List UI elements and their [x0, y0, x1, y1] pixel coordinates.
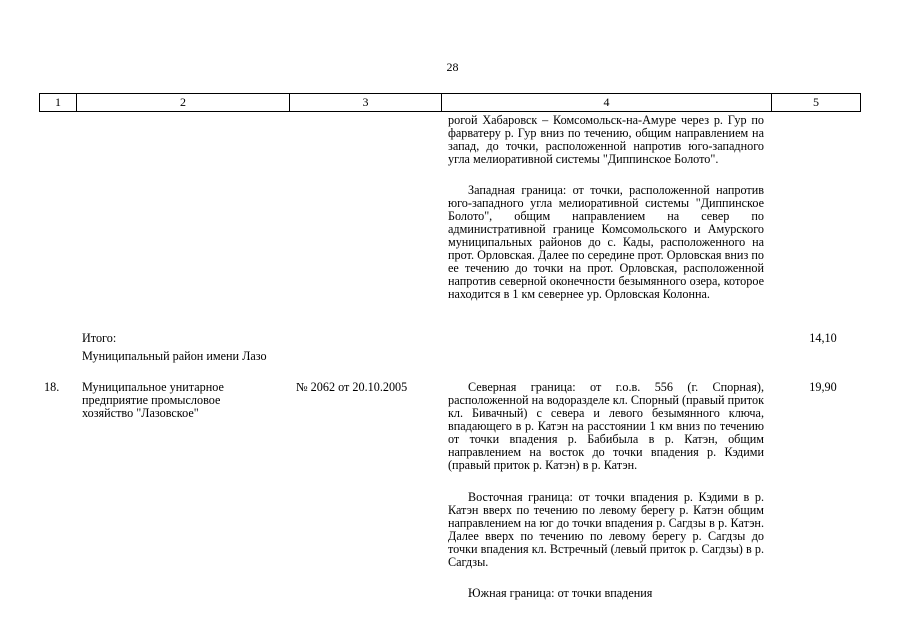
- table-header: [39, 93, 861, 112]
- page-number: 28: [446, 60, 459, 74]
- text-line: рогой Хабаровск – Комсомольск-на-Амуре через р. Гур по: [448, 113, 764, 127]
- text-line: направлением на юг до точки впадения р. Сагдзы в р. Катэн.: [448, 516, 764, 530]
- text-line: Далее вверх по течению по левому берегу р. Сагдзы до: [448, 529, 764, 543]
- northern-boundary-text: [448, 381, 764, 472]
- continued-boundary-text: [448, 114, 764, 166]
- row-18-area: 19,90: [809, 380, 837, 394]
- text-line: запад, до точки, расположенной напротив юго-западного: [448, 139, 764, 153]
- header-col-2: 2: [77, 94, 290, 111]
- western-boundary-text: [448, 184, 764, 301]
- text-line: Восточная граница: от точки впадения р. Кэдими в р.: [468, 490, 764, 504]
- text-line: Северная граница: от г.о.в. 556 (г. Спорная),: [468, 380, 764, 394]
- text-line: расположенной на водоразделе кл. Спорный (правый приток: [448, 393, 764, 407]
- text-line: точки впадения кл. Встречный (левый приток р. Сагдзы) в р.: [448, 542, 764, 556]
- text-line: напротив северной оконечности безымянного озера, которое: [448, 274, 764, 288]
- row-18-document: № 2062 от 20.10.2005: [296, 380, 408, 394]
- text-line: Сагдзы.: [448, 555, 489, 569]
- district-heading: Муниципальный район имени Лазо: [82, 349, 267, 363]
- eastern-boundary-text: [448, 491, 764, 569]
- text-line: Южная граница: от точки впадения: [468, 586, 653, 600]
- southern-boundary-text: [448, 587, 764, 600]
- header-col-5: 5: [813, 95, 819, 109]
- total-value: 14,10: [809, 331, 837, 345]
- row-18-number: 18.: [44, 380, 60, 394]
- text-line: административной границе Комсомольского и Амурского: [448, 222, 764, 236]
- text-line: Катэн вверх по течению по левому берегу р. Катэн общим: [448, 503, 764, 517]
- text-line: Болото", общим направлением на север по: [448, 209, 764, 223]
- text-line: впадающего в р. Катэн на расстоянии 1 км вниз по течению: [448, 419, 764, 433]
- text-line: от точки впадения р. Бабибыла в р. Катэн, общим: [448, 432, 764, 446]
- text-line: кл. Бивачный) с севера и левого безымянного ключа,: [448, 406, 764, 420]
- text-line: фарватеру р. Гур вниз по течению, общим направлением на: [448, 126, 764, 140]
- row-18-name: Муниципальное унитарное предприятие промысловое хозяйство "Лазовское": [82, 380, 224, 420]
- text-line: юго-западного угла мелиоративной системы "Диппинское: [448, 196, 764, 210]
- text-line: угла мелиоративной системы "Диппинское Болото".: [448, 152, 719, 166]
- text-line: (правый приток р. Катэн) в р. Катэн.: [448, 458, 638, 472]
- header-col-4: 4: [442, 94, 772, 111]
- text-line: прот. Орловская. Далее по середине прот. Орловская вниз по: [448, 248, 764, 262]
- total-label: Итого:: [82, 331, 117, 345]
- text-line: Западная граница: от точки, расположенной напротив: [468, 183, 764, 197]
- header-col-1: 1: [40, 94, 77, 111]
- header-col-3: 3: [290, 94, 442, 111]
- text-line: направлением на восток до точки впадения р. Кэдими: [448, 445, 764, 459]
- text-line: ее течению до точки на прот. Орловская, расположенной: [448, 261, 764, 275]
- text-line: находится в 1 км севернее ур. Орловская Колонна.: [448, 287, 710, 301]
- text-line: муниципальных районов до с. Кады, расположенного на: [448, 235, 764, 249]
